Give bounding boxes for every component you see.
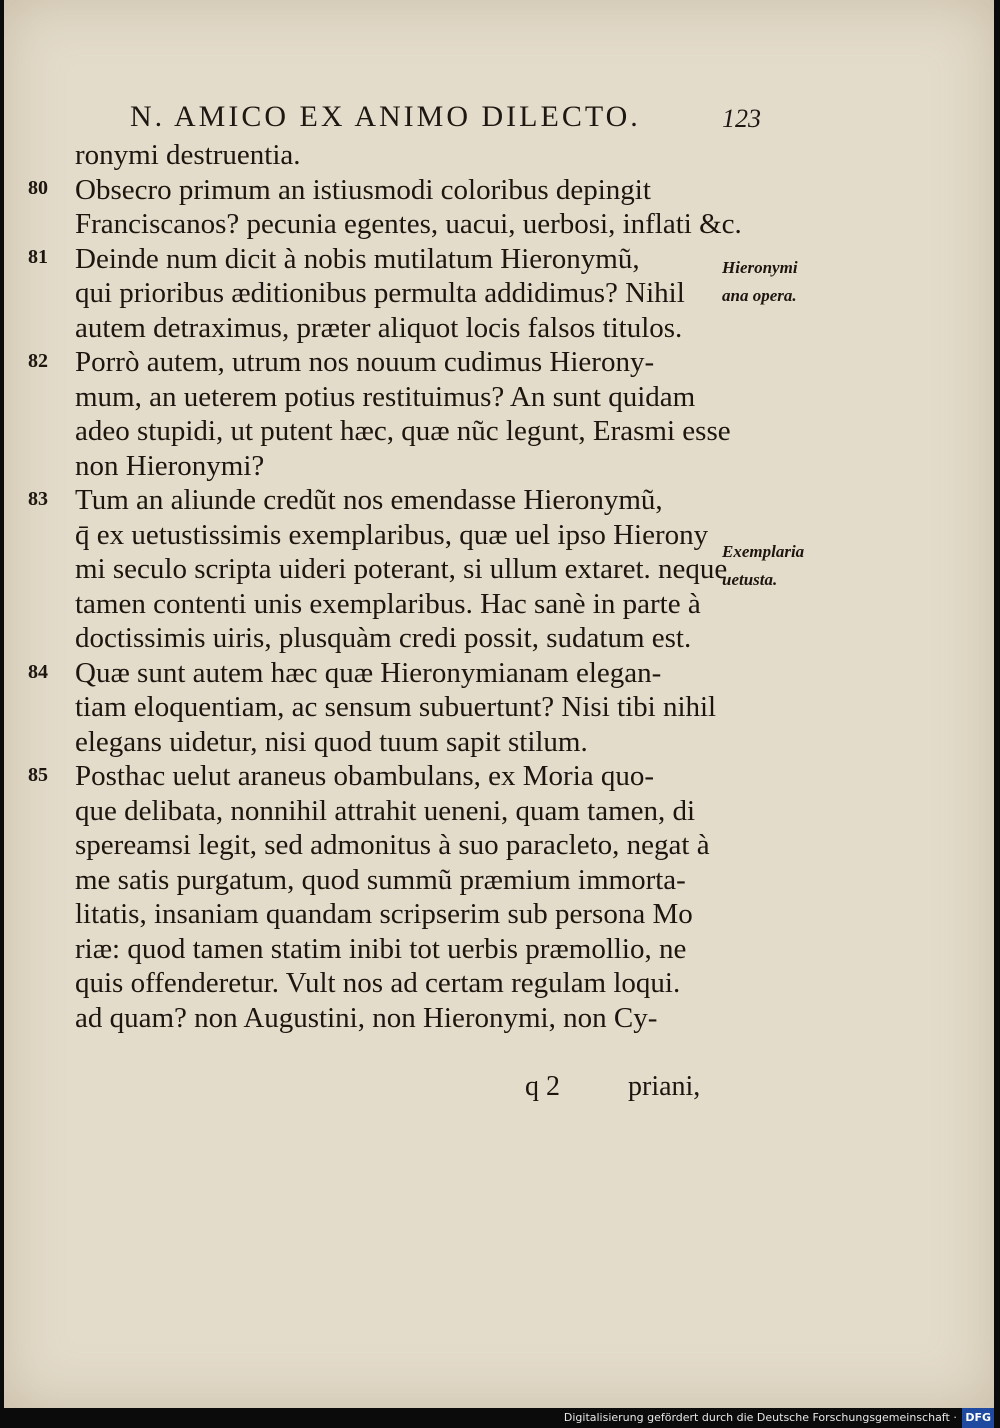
section-number: 80 <box>28 177 48 199</box>
running-title: N. AMICO EX ANIMO DILECTO. <box>130 100 641 133</box>
section-number: 85 <box>28 764 48 786</box>
section-number: 81 <box>28 246 48 268</box>
text-line: riæ: quod tamen statim inibi tot uerbis præmollio, ne <box>75 932 687 965</box>
text-line: qui prioribus æditionibus permulta addidimus? Nihil <box>75 277 685 309</box>
digitization-footer: Digitalisierung gefördert durch die Deutsche Forschungsgemeinschaft · DFG <box>0 1408 1000 1428</box>
text-line: autem detraximus, præter aliquot locis falsos titulos. <box>75 311 683 344</box>
text-line: quis offenderetur. Vult nos ad certam regulam loqui. <box>75 967 681 999</box>
text-line: me satis purgatum, quod summũ præmium immorta- <box>75 863 686 896</box>
text-line: litatis, insaniam quandam scripserim sub persona Mo <box>75 898 693 930</box>
marginal-note-line: ana opera. <box>722 286 797 305</box>
dfg-logo: DFG <box>962 1408 994 1428</box>
text-line: Obsecro primum an istiusmodi coloribus depingit <box>75 173 651 206</box>
marginal-note-line: uetusta. <box>722 570 778 589</box>
text-line: Porrò autem, utrum nos nouum cudimus Hierony- <box>75 346 655 378</box>
funding-credit: Digitalisierung gefördert durch die Deutsche Forschungsgemeinschaft <box>563 1411 950 1424</box>
section-number: 84 <box>28 661 48 683</box>
text-line: que delibata, nonnihil attrahit ueneni, quam tamen, di <box>75 794 696 827</box>
text-line: mum, an ueterem potius restituimus? An sunt quidam <box>75 380 696 413</box>
section-number: 82 <box>28 350 48 372</box>
text-line: Quæ sunt autem hæc quæ Hieronymianam elegan- <box>75 656 662 689</box>
text-line: Posthac uelut araneus obambulans, ex Moria quo- <box>75 760 655 792</box>
text-line: Tum an aliunde credũt nos emendasse Hieronymũ, <box>75 484 663 516</box>
section-number: 83 <box>28 488 48 510</box>
marginal-note-line: Exemplaria <box>722 542 805 561</box>
text-line: Deinde num dicit à nobis mutilatum Hieronymũ, <box>75 242 640 275</box>
text-line: non Hieronymi? <box>75 449 265 482</box>
text-line: tamen contenti unis exemplaribus. Hac sanè in parte à <box>75 587 701 620</box>
marginal-note <box>722 538 842 594</box>
text-line: ad quam? non Augustini, non Hieronymi, non Cy- <box>75 1001 658 1034</box>
marginal-note <box>722 254 842 310</box>
text-line: q̄ ex uetustissimis exemplaribus, quæ uel ipso Hierony <box>75 518 709 551</box>
body-text <box>75 138 742 1035</box>
catchword: priani, <box>628 1071 701 1102</box>
text-line: doctissimis uiris, plusquàm credi possit, sudatum est. <box>75 622 692 654</box>
page-number: 123 <box>722 104 761 133</box>
signature-mark: q 2 <box>525 1071 560 1102</box>
text-line: spereamsi legit, sed admonitus à suo paracleto, negat à <box>75 829 710 861</box>
text-line: adeo stupidi, ut putent hæc, quæ nũc legunt, Erasmi esse <box>75 415 731 447</box>
text-line: elegans uidetur, nisi quod tuum sapit stilum. <box>75 725 588 758</box>
text-line: Franciscanos? pecunia egentes, uacui, uerbosi, inflati &c. <box>75 208 742 240</box>
text-line: ronymi destruentia. <box>75 139 301 171</box>
marginal-note-line: Hieronymi <box>722 258 798 277</box>
text-line: tiam eloquentiam, ac sensum subuertunt? Nisi tibi nihil <box>75 691 717 723</box>
text-line: mi seculo scripta uideri poterant, si ullum extaret. neque <box>75 553 728 585</box>
